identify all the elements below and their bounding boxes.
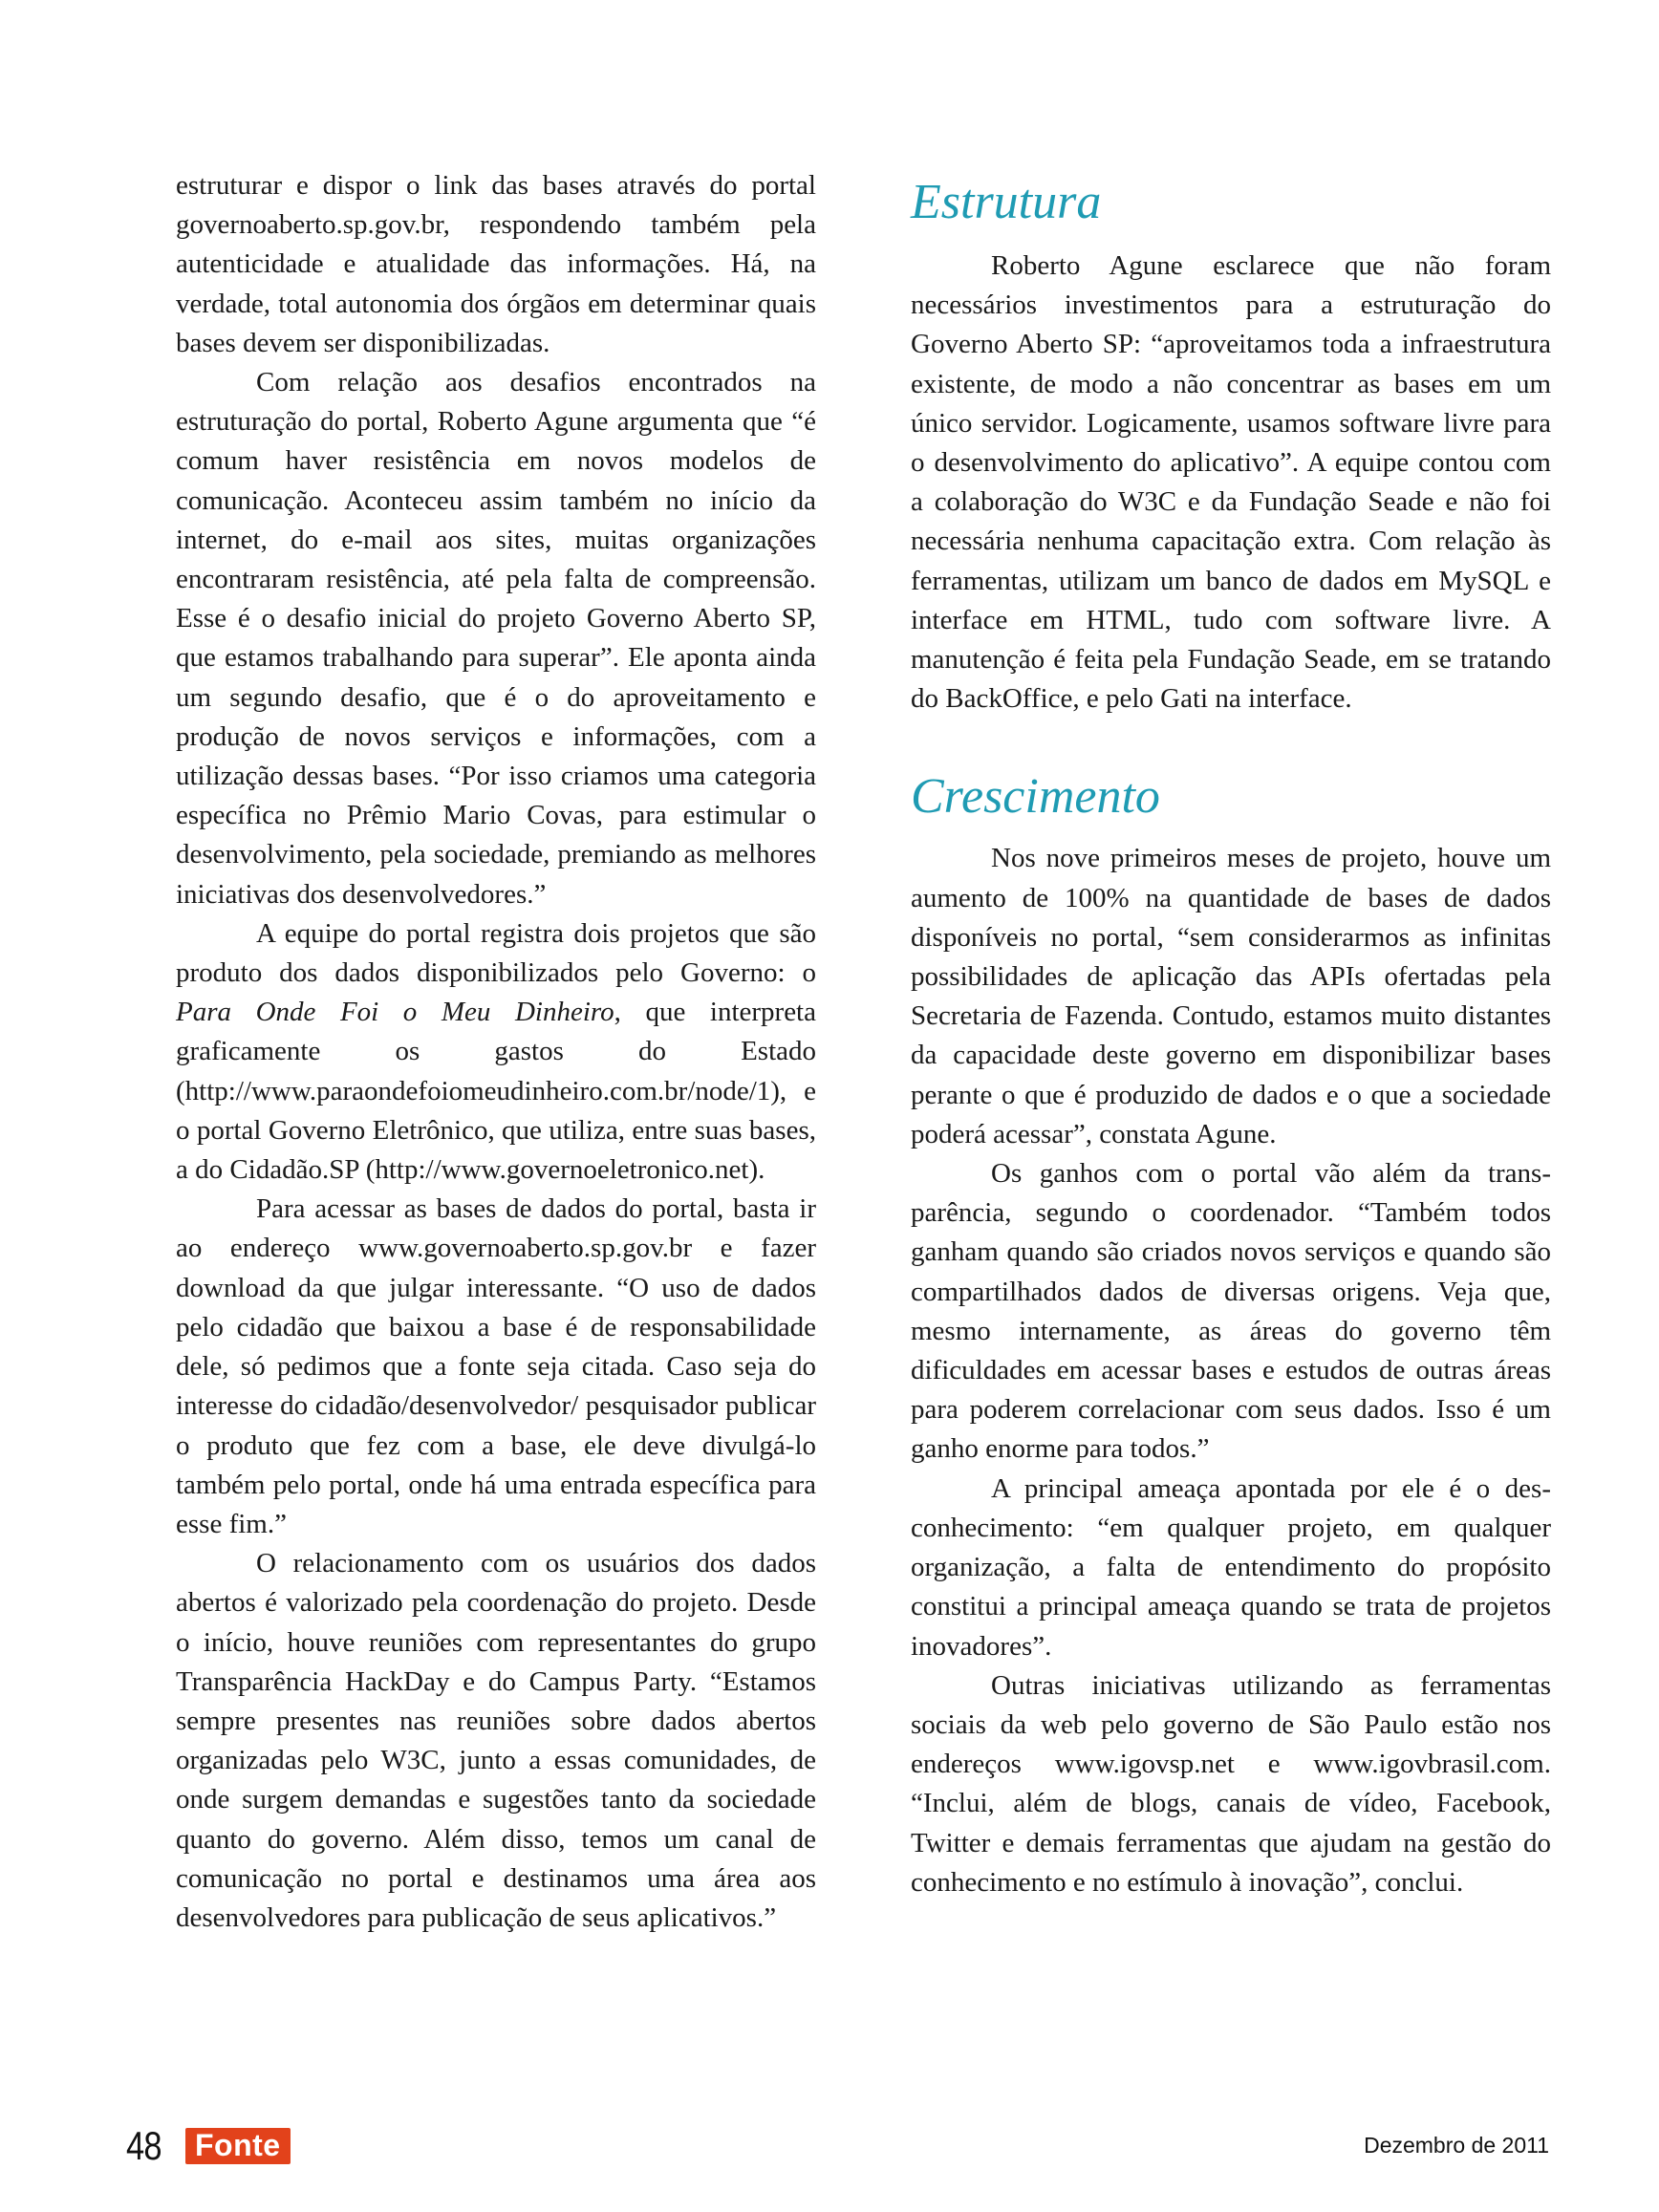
paragraph: Nos nove primeiros meses de projeto, houve um aumento de 100% na quantidade de bases de dados disponíveis no portal, “sem considerarmos as infinitas possibilidades de aplicação das APIs ofertadas pela Secretaria de Fazenda. Contudo, estamos muito distantes da capacidade deste governo em disponibilizar bases perante o que é produzido de dados e o que a sociedade poderá acessar”, constata Agune. [911,843,1551,1149]
paragraph: O relacionamento com os usuários dos dados abertos é valorizado pela coordenação do projeto. Desde o início, houve reuniões com representantes do grupo Transparência HackDay e do Campus Party. “Estamos sempre presentes nas reuniões sobre dados abertos organizadas pelo W3C, junto a essas comunidades, de onde surgem demandas e sugestões tanto da sociedade quanto do governo. Além disso, temos um canal de comunicação no portal e destinamos uma área aos desenvolvedores para publicação de seus aplicativos.” [176,1548,816,1933]
footer-left [126,2121,291,2171]
right-column [911,174,1551,1902]
project-title: Para Onde Foi o Meu Dinheiro [176,997,614,1028]
paragraph: Roberto Agune esclarece que não foram necessários investimentos para a estruturação do Governo Aberto SP: “aproveitamos toda a infraestrutura existente, de modo a não concentrar as bases em um único servidor. Logicamente, usamos software livre para o desenvolvimento do aplicativo”. A equipe contou com a colaboração do W3C e da Fundação Seade e não foi necessária nenhuma capacitação extra. Com relação às ferramentas, utilizam um banco de dados em MySQL e interface em HTML, tudo com software livre. A manutenção é feita pela Fundação Seade, em se tratando do BackOffice, e pelo Gati na interface. [911,250,1551,715]
section-heading-crescimento: Crescimento [911,769,1160,825]
fonte-logo: Fonte [185,2128,291,2164]
paragraph: Com relação aos desafios encontrados na estruturação do portal, Roberto Agune argumenta que “é comum haver resistência em novos modelos de comunicação. Aconteceu assim também no início da internet, do e-mail aos sites, muitas organizações encontraram resistência, até pela falta de compreensão. Esse é o desafio inicial do projeto Governo Aberto SP, que estamos trabalhando para superar”. Ele aponta ainda um segundo desafio, que é o do aproveitamento e produção de novos serviços e informações, com a utilização dessas bases. “Por isso criamos uma categoria específica no Prêmio Mario Covas, para estimular o desenvolvimento, pela sociedade, premiando as melhores iniciativas dos desenvolvedores.” [176,367,816,910]
section-heading-estrutura: Estrutura [911,175,1102,229]
paragraph [176,914,816,1190]
paragraph: estruturar e dispor o link das bases através do portal governoaberto.sp.gov.br, respondendo também pela autenticidade e atualidade das informações. Há, na verdade, total autonomia dos órgãos em determinar quais bases devem ser disponibilizadas. [176,170,816,358]
issue-date: Dezembro de 2011 [1364,2133,1549,2158]
paragraph: Para acessar as bases de dados do portal, basta ir ao endereço www.governoaberto.sp.gov.br e fazer download da que julgar interessante. “O uso de dados pelo cidadão que baixou a base é de responsabilidade dele, só pedimos que a fonte seja citada. Caso seja do interesse do cidadão/desenvolvedor/ pesquisador publicar o produto que fez com a base, ele deve divulgá-lo também pelo portal, onde há uma entrada específica para esse fim.” [176,1193,816,1539]
paragraph-text: , que interpreta graficamente os gastos do Estado (http://www.paraondefoiomeudinheiro.com.br/node/1), e o portal Governo Eletrônico, que utiliza, entre suas bases, a do Cidadão.SP (http://www.governoeletronico.net). [176,997,816,1186]
paragraph-text: A equipe do portal registra dois projetos que são produto dos dados disponibilizados pelo Governo: o [176,917,816,989]
paragraph: Outras iniciativas utilizando as ferramentas sociais da web pelo governo de São Paulo estão nos endereços www.igovsp.net e www.igovbrasil.com. “Inclui, além de blogs, canais de vídeo, Facebook, Twitter e demais ferramentas que ajudam na gestão do conhecimento e no estímulo à inovação”, conclui. [911,1669,1551,1898]
paragraph: Os ganhos com o portal vão além da transparência, segundo o coordenador. “Também todos ganham quando são criados novos serviços e quando são compartilhados dados de diversas origens. Veja que, mesmo internamente, as áreas do governo têm dificuldades em acessar bases e estudos de outras áreas para poderem correlacionar com seus dados. Isso é um ganho enorme para todos.” [911,1158,1551,1465]
page-number: 48 [126,2123,162,2168]
left-column [176,166,816,1938]
paragraph: A principal ameaça apontada por ele é o desconhecimento: “em qualquer projeto, em qualquer organização, a falta de entendimento do propósito constitui a principal ameaça quando se trata de projetos inovadores”. [911,1472,1551,1662]
